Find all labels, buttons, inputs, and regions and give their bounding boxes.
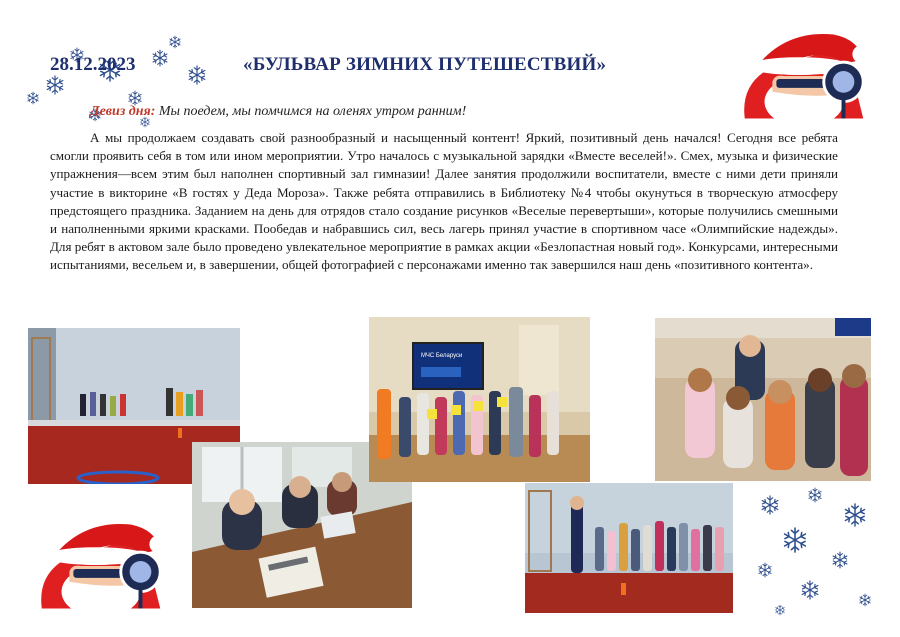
motto-label: Девиз дня:: [90, 104, 156, 119]
photo-library-meeting: [655, 318, 871, 481]
santa-claus-icon: [22, 512, 180, 616]
photo-quiz-hall: [369, 317, 590, 482]
day-motto: [90, 104, 466, 120]
photo-group-assembly: [525, 483, 733, 613]
report-date: 28.12.2023: [50, 54, 136, 75]
page-title: «БУЛЬВАР ЗИМНИХ ПУТЕШЕСТВИЙ»: [243, 54, 607, 75]
screen-text: МЧС Беларуси: [421, 353, 463, 359]
motto-text: Мы поедем, мы помчимся на оленях утром ранним!: [155, 104, 467, 119]
report-body-text: А мы продолжаем создавать свой разнообразный и насыщенный контент! Яркий, позитивный день начался! Сегодня все ребята смогли проявить себя в том или ином мероприятии. Утро началось с музыкальной зарядки «Вместе веселей!». Смех, музыка и физические упражнения—всем этим был наполнен спортивный зал гимназии! Далее занятия продолжили воспитатели, вместе с ними дети приняли участие в викторине «В гостях у Деда Мороза». Также ребята отправились в Библиотеку №4 чтобы окунуться в творческую атмосферу предстоящего праздника. Заданием на день для отрядов стало создание рисунков «Веселые перевертыши», которые получились смешными и наполненными яркими красками. Пообедав и набравшись сил, весь лагерь принял участие в спортивном часе «Олимпийские надежды». Для ребят в актовом зале было проведено увлекательное мероприятие в рамках акции «Безлопастная новый год». Конкурсами, интересными испытаниями, весельем и, в завершении, общей фотографией с персонажами именно так завершился наш день «позитивного контента».: [50, 130, 838, 273]
snowflakes-bottom-right: [740, 475, 890, 625]
santa-claus-icon: [725, 22, 883, 126]
